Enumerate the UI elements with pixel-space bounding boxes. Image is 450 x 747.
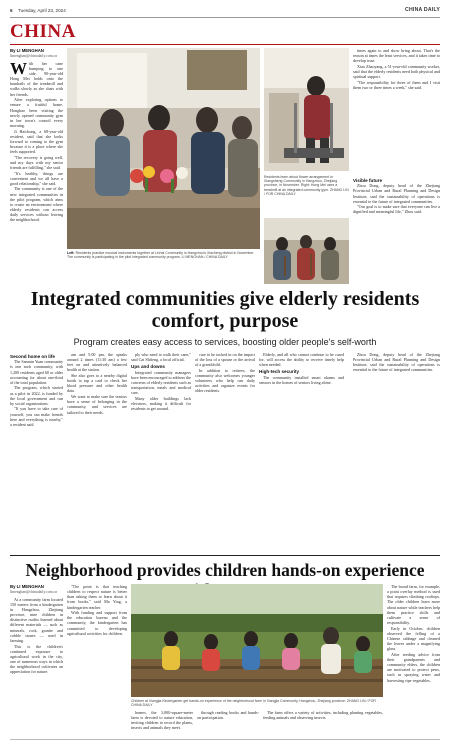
paragraph: ply who need to walk their cane," said Cai Shifeng, a local official. — [131, 352, 191, 363]
paragraph: We want to make sure the seniors have a sense of belonging in the community, and services are tailored to their needs. — [67, 394, 127, 415]
subheading: Ups and downs — [131, 363, 165, 369]
story2-column-4b — [263, 710, 383, 738]
paragraph: am and 5:00 pm, the speaks around 2 times (11:30 am) a few feet on and attentively balanced health at the station. — [67, 352, 127, 373]
story1-column-3 — [67, 352, 127, 552]
paragraph: The program, which started as a pilot in 2022, is funded by the local government and run by social organizations. — [10, 385, 63, 406]
story1-column-5 — [195, 352, 255, 552]
photo-flower-arrangement — [67, 48, 260, 249]
subheading: Second home on life — [10, 353, 55, 359]
paragraph: Xiao Zhaoyang, a 51-year-old community worker, said that the elderly residents need both physical and spiritual support. — [353, 63, 440, 80]
paragraph: "Our goal is to make sure that everyone can live a dignified and meaningful life," Zhou said. — [353, 204, 440, 215]
drop-cap: W — [10, 58, 27, 78]
story1-column-7 — [353, 48, 440, 173]
paragraph: The Sanmin Yuan community is one such community, with 1,200 residents aged 60 or older accounting for about one-third of the total population. — [10, 359, 63, 385]
caption-label: Left: — [67, 251, 75, 255]
paragraph: "The responsibility for three of them and I visit them two or three times a week," she said. — [353, 79, 440, 90]
story-divider — [10, 555, 440, 556]
paragraph: Many older buildings lack elevators, making it difficult for residents to get around. — [131, 395, 191, 412]
story1-column-8b — [353, 352, 440, 552]
newspaper-brand: CHINA DAILY — [405, 7, 440, 13]
photo-treadmill — [264, 48, 349, 171]
issue-date: Tuesday, April 23, 2024 — [18, 8, 66, 13]
footer-divider — [10, 739, 440, 740]
paragraph: "The recovery is going well, and my days with my senior friends are fulfilling," she said. — [10, 154, 63, 170]
photo-musical-instruments — [264, 218, 349, 284]
page-header — [10, 6, 440, 18]
story1-column-2 — [10, 352, 63, 552]
subheading: High-tech security — [259, 368, 300, 374]
paragraph: "The point is that teaching children to respect nature is better than asking them to learn about it from books," said Ma Ying, a kindergarten teacher. — [67, 584, 127, 610]
paragraph: At a community farm located 150 meters from a kindergarten in Hangzhou, Zhejiang province, nine children in distinctive outfits learned about different materials — such as minerals, rock, granite and cobble stones — used in farming. — [10, 596, 63, 643]
story2-column-2 — [67, 584, 127, 737]
paragraph: Elderly, and all who cannot continue to be cared for, will access the ability to receive timely help when needed. — [259, 352, 344, 368]
paragraph: The community is one of the new integrated communities in the pilot program, which aims to create an environment where elderly residents can access daily services without leaving the neighborhood. — [10, 186, 63, 223]
story1-column-1 — [10, 48, 63, 284]
paragraph: Early in October, children observed the felling of a Chinese cabbage and cleaned the leaves under a magnifying glass. — [387, 625, 440, 652]
caption-text: Residents practice musical instruments together at Linhai Community in Hangzhou's Xiacheng district in November. The community is participating in the pilot integrated community program. LI MENGHAN / CHINA DAILY — [67, 251, 255, 260]
paragraph: through reading books and hands-on participation. — [197, 710, 259, 721]
story2-headline: Neighborhood provides children hands-on experience — [25, 560, 425, 580]
story2-photo-caption — [131, 699, 383, 709]
story1-column-8 — [353, 176, 440, 284]
photo-caption-right — [264, 175, 349, 215]
photo-children-farm — [131, 584, 383, 697]
byline-email: limenghan@chinadaily.com.cn — [10, 53, 58, 58]
paragraph: The farm offers a variety of activities, including planting vegetables, feeding animals and observing insects. — [263, 710, 383, 721]
paragraph: This is the children's continued exposure to agricultural work in the city, one of numerous ways in which the neighborhood cultivates an appreciation for nature. — [10, 643, 63, 675]
paragraph: Integrated community managers have been encouraged to address the concerns of elderly residents such as transportation, meals and medical care. — [131, 369, 191, 396]
story2-column-3 — [131, 710, 193, 738]
story1-column-6 — [259, 352, 344, 552]
paragraph: Zhou Dong, deputy head of the Zhejiang Provincial Urban and Rural Planning and Design Institute, said the sustainability of operations is essential to the future of integrated communities. — [353, 352, 440, 373]
story2-column-1 — [10, 584, 63, 737]
paragraph: The broad farm, for example, a point overlay method is used that requires climbing rooftops. The older children learn more about nature while teachers help them practice skills and cultivate a sense of responsibility. — [387, 584, 440, 626]
section-title: CHINA — [10, 21, 76, 42]
byline: By LI MENGHAN — [10, 48, 44, 53]
paragraph: After exploring options to ensure a fruitful home, Hongbao been visiting the newly opened community gym in her town's council every morning. — [10, 97, 63, 128]
paragraph: ith her cane bumping to one side, 90-year-old Hong Mei holds onto the handrails of the treadmill and walks slowly as she chats with her friends. — [10, 60, 63, 97]
story2-column-4 — [197, 710, 259, 738]
caption-text: Children at Xiangjia Kindergarten get hands-on experience of the neighborhood farm in Xiangjia Community, Hangzhou, Zhejiang province. ZHANG LIN / FOR CHINA DAILY — [131, 699, 376, 708]
paragraph: care to be tucked in on the impact of the loss of a spouse or the arrival of a grandchild. — [195, 352, 255, 368]
page-number: 6 — [10, 8, 13, 13]
story1-column-4 — [131, 352, 191, 552]
paragraph: She also goes to a nearby digital booth to tap a card to check her blood pressure and other health data. — [67, 373, 127, 394]
story2-column-5 — [387, 584, 440, 737]
paragraph: "It's healthy, things are convenient and we all have a good relationship," she said. — [10, 170, 63, 186]
photo-caption-main — [67, 251, 260, 284]
paragraph: Zhou Dong, deputy head of the Zhejiang Provincial Urban and Rural Planning and Design Institute, said the sustainability of operations is essential to the future of integrated communities. — [353, 183, 440, 204]
byline-email: limenghan@chinadaily.com.cn — [10, 589, 58, 594]
paragraph: Ji Haichong, a 68-year-old resident, said that she looks forward to coming to the gym because it is a place where she feels supported. — [10, 128, 63, 155]
story1-headline: Integrated communities give elderly residents comfort, purpose — [30, 288, 420, 332]
paragraph: With funding and support from the education bureau and the community, the kindergarten has committed to developing agricultural activities for children. — [67, 610, 127, 636]
subheading: Visible future — [353, 177, 383, 183]
paragraph: times again to and show bring about. That's the reason at times the least services, and it takes time to develop trust. — [353, 48, 440, 64]
paragraph: After seeding advice from their grandparents and community elders, the children are motivated to protect pests, such as spraying water and harvesting ripe vegetables. — [387, 651, 440, 683]
story1-deck: Program creates easy access to services, boosting older people's self-worth — [73, 337, 377, 347]
paragraph: In addition to retirees, the community also welcomes younger volunteers who help run daily activities and organize events for older residents. — [195, 367, 255, 394]
byline: By LI MENGHAN — [10, 584, 44, 589]
paragraph: The community installed smart alarms and sensors in the homes of seniors living alone. — [259, 374, 344, 385]
paragraph: homes, the 3,000-square-meter farm is devoted to nature education, inviting children to record the plants, insects and animals they meet. — [131, 710, 193, 731]
paragraph: "If you have to take care of yourself, you can make friends here and everything is nearby," a resident said. — [10, 406, 63, 427]
caption-text: Residents learn about flower arrangement in Xiangsheng Community in Hangzhou, Zhejiang province, in November. Right: Hong Mei uses a treadmill at an integrated community gym. ZHANG LIN / FOR CHINA DAILY — [264, 175, 349, 196]
section-divider — [10, 44, 440, 45]
